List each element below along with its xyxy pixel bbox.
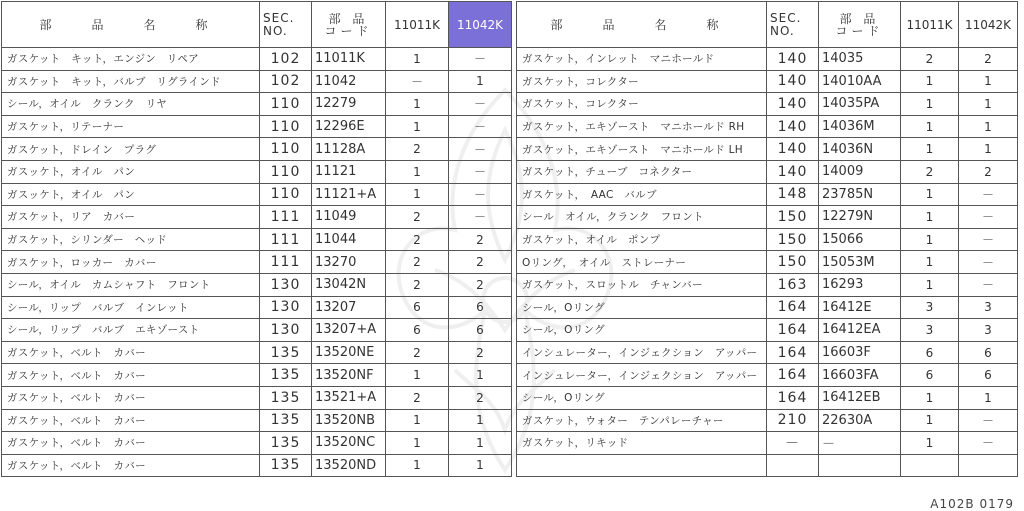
qty-11042k-cell: 1 (449, 454, 512, 477)
sec-no-cell: 130 (260, 319, 312, 342)
qty-11042k-cell: － (959, 432, 1018, 455)
table-row (2, 251, 1018, 274)
part-code-cell: 14010AA (819, 70, 901, 93)
part-name-cell: ガスケット，ベルト カバー (2, 454, 260, 477)
part-code-cell: 13270 (312, 251, 386, 274)
part-name-cell: ガスケット，リア カバー (2, 206, 260, 229)
part-name-cell: ガスケット，ベルト カバー (2, 432, 260, 455)
qty-11042k-cell: － (449, 138, 512, 161)
part-code-cell: 12279N (819, 206, 901, 229)
part-name-cell: Oリング， オイル ストレーナー (517, 251, 767, 274)
table-row (2, 319, 1018, 342)
part-code-cell: 14009 (819, 160, 901, 183)
part-name-cell (517, 454, 767, 477)
sec-no-cell: 140 (767, 160, 819, 183)
part-code-cell: 12296E (312, 115, 386, 138)
part-name-cell: インシュレーター，インジェクション アッパー (517, 341, 767, 364)
column-header-model-11011k: 11011K (901, 2, 959, 48)
qty-11042k-cell: － (449, 48, 512, 71)
qty-11011k-cell: 1 (386, 48, 449, 71)
qty-11042k-cell: 2 (449, 386, 512, 409)
qty-11042k-cell: 1 (959, 138, 1018, 161)
qty-11042k-cell: 6 (449, 296, 512, 319)
sec-no-cell: 163 (767, 273, 819, 296)
part-name-cell: ガスケット，エキゾースト マニホールド LH (517, 138, 767, 161)
qty-11042k-cell: 3 (959, 319, 1018, 342)
part-code-cell: 11121 (312, 160, 386, 183)
part-code-cell: － (819, 432, 901, 455)
part-code-cell: 14036M (819, 115, 901, 138)
part-name-cell: ガスケット，シリンダー ヘッド (2, 228, 260, 251)
sec-no-cell: 164 (767, 341, 819, 364)
qty-11042k-cell: 2 (959, 160, 1018, 183)
sec-no-cell: 135 (260, 386, 312, 409)
sec-no-cell: 135 (260, 341, 312, 364)
qty-11011k-cell: 1 (386, 454, 449, 477)
table-row (2, 48, 1018, 71)
sec-no-cell: 130 (260, 273, 312, 296)
qty-11011k-cell: 1 (901, 386, 959, 409)
column-header-model-11011k: 11011K (386, 2, 449, 48)
part-name-cell: ガスケット，ベルト カバー (2, 386, 260, 409)
table-row (2, 386, 1018, 409)
qty-11042k-cell: 2 (449, 228, 512, 251)
column-header-sec-no: SEC. NO. (260, 2, 312, 48)
qty-11042k-cell: 1 (959, 93, 1018, 116)
part-code-cell: 15066 (819, 228, 901, 251)
qty-11011k-cell: 1 (901, 70, 959, 93)
part-name-cell: ガスケット キット，エンジン リペア (2, 48, 260, 71)
qty-11042k-cell: 6 (959, 341, 1018, 364)
table-row (2, 432, 1018, 455)
part-code-cell (819, 454, 901, 477)
qty-11042k-cell: 1 (959, 115, 1018, 138)
part-name-cell: ガスケット，オイル ポンプ (517, 228, 767, 251)
part-name-cell: ガスケット，インレット マニホールド (517, 48, 767, 71)
sec-no-cell: 110 (260, 115, 312, 138)
sec-no-cell (767, 454, 819, 477)
qty-11011k-cell: 1 (901, 432, 959, 455)
sec-no-cell: 140 (767, 48, 819, 71)
sec-no-cell: 150 (767, 228, 819, 251)
part-code-cell: 13520NB (312, 409, 386, 432)
part-name-cell: シール オイル，クランク フロント (517, 206, 767, 229)
part-name-cell: ガスケット，ベルト カバー (2, 364, 260, 387)
part-code-cell: 22630A (819, 409, 901, 432)
qty-11042k-cell: 2 (959, 48, 1018, 71)
part-code-cell: 13042N (312, 273, 386, 296)
sec-no-cell: 210 (767, 409, 819, 432)
sec-no-cell: 110 (260, 93, 312, 116)
part-name-cell: ガスッケト，オイル パン (2, 183, 260, 206)
part-name-cell: ガスケット，リキッド (517, 432, 767, 455)
part-code-cell: 13520ND (312, 454, 386, 477)
qty-11042k-cell: 2 (449, 251, 512, 274)
part-name-cell: ガスケット，スロットル チャンバー (517, 273, 767, 296)
part-name-cell: ガスケット，チューブ コネクター (517, 160, 767, 183)
sec-no-cell: 102 (260, 70, 312, 93)
qty-11011k-cell: － (386, 70, 449, 93)
qty-11011k-cell: 2 (386, 228, 449, 251)
qty-11011k-cell: 1 (901, 183, 959, 206)
table-row (2, 160, 1018, 183)
part-code-cell: 23785N (819, 183, 901, 206)
column-header-part-name: 部 品 名 称 (517, 2, 767, 48)
sec-no-cell: 164 (767, 364, 819, 387)
sec-no-cell: 110 (260, 160, 312, 183)
part-code-cell: 16412EA (819, 319, 901, 342)
part-code-cell: 16412EB (819, 386, 901, 409)
sec-no-cell: 111 (260, 251, 312, 274)
qty-11042k-cell: － (449, 115, 512, 138)
part-name-cell: シール，オイル カムシャフト フロント (2, 273, 260, 296)
sec-no-cell: 140 (767, 70, 819, 93)
qty-11011k-cell: 1 (901, 409, 959, 432)
qty-11042k-cell: 6 (959, 364, 1018, 387)
qty-11011k-cell: 6 (386, 296, 449, 319)
sec-no-cell: 135 (260, 432, 312, 455)
part-name-cell: ガスケット，コレクター (517, 70, 767, 93)
qty-11011k-cell: 1 (901, 273, 959, 296)
column-header-part-name: 部 品 名 称 (2, 2, 260, 48)
table-row (2, 228, 1018, 251)
part-name-cell: シール，オイル クランク リヤ (2, 93, 260, 116)
table-row (2, 138, 1018, 161)
table-row (2, 341, 1018, 364)
qty-11011k-cell: 6 (386, 319, 449, 342)
qty-11011k-cell: 1 (386, 93, 449, 116)
table-row (2, 296, 1018, 319)
qty-11011k-cell: 2 (386, 138, 449, 161)
part-name-cell: ガスケット，エキゾースト マニホールド RH (517, 115, 767, 138)
qty-11042k-cell: 1 (449, 70, 512, 93)
sec-no-cell: 111 (260, 206, 312, 229)
parts-table (1, 1, 1018, 477)
sec-no-cell: 135 (260, 364, 312, 387)
column-header-model-11042k: 11042K (449, 2, 512, 48)
table-row (2, 409, 1018, 432)
column-header-model-11042k: 11042K (959, 2, 1018, 48)
sec-no-cell: 148 (767, 183, 819, 206)
part-name-cell: シール，Oリング (517, 296, 767, 319)
qty-11011k-cell: 1 (386, 364, 449, 387)
qty-11042k-cell: 1 (449, 432, 512, 455)
sec-no-cell: 110 (260, 183, 312, 206)
qty-11042k-cell: 3 (959, 296, 1018, 319)
sec-no-cell: 140 (767, 138, 819, 161)
qty-11042k-cell: 1 (959, 70, 1018, 93)
qty-11011k-cell: 1 (901, 206, 959, 229)
qty-11011k-cell: 1 (386, 115, 449, 138)
part-name-cell: シール，Oリング (517, 386, 767, 409)
part-code-cell: 11042 (312, 70, 386, 93)
sec-no-cell: － (767, 432, 819, 455)
part-code-cell: 13521+A (312, 386, 386, 409)
table-row (2, 206, 1018, 229)
qty-11011k-cell: 2 (386, 386, 449, 409)
qty-11011k-cell: 3 (901, 296, 959, 319)
qty-11011k-cell: 2 (386, 341, 449, 364)
part-code-cell: 16603FA (819, 364, 901, 387)
qty-11042k-cell: － (959, 409, 1018, 432)
column-header-part-code: 部 品 コード (819, 2, 901, 48)
table-row (2, 93, 1018, 116)
part-name-cell: ガスケット，コレクター (517, 93, 767, 116)
qty-11042k-cell: － (959, 206, 1018, 229)
part-name-cell: ガスケット，ロッカー カバー (2, 251, 260, 274)
part-name-cell: シール，リップ バルブ インレット (2, 296, 260, 319)
qty-11011k-cell: 1 (386, 183, 449, 206)
table-row (2, 70, 1018, 93)
qty-11042k-cell: 2 (449, 273, 512, 296)
part-name-cell: シール，Oリング (517, 319, 767, 342)
qty-11011k-cell: 1 (901, 115, 959, 138)
part-name-cell: ガスケット，ベルト カバー (2, 409, 260, 432)
qty-11042k-cell: － (449, 206, 512, 229)
part-code-cell: 16412E (819, 296, 901, 319)
qty-11011k-cell: 1 (901, 251, 959, 274)
part-name-cell: ガスケット，ドレイン プラグ (2, 138, 260, 161)
column-header-part-code: 部 品 コード (312, 2, 386, 48)
part-code-cell: 13207 (312, 296, 386, 319)
sec-no-cell: 135 (260, 454, 312, 477)
sec-no-cell: 102 (260, 48, 312, 71)
qty-11011k-cell: 1 (901, 93, 959, 116)
part-code-cell: 13520NF (312, 364, 386, 387)
qty-11042k-cell: 6 (449, 319, 512, 342)
qty-11011k-cell: 1 (386, 160, 449, 183)
part-name-cell: ガスケット，ベルト カバー (2, 341, 260, 364)
qty-11011k-cell (901, 454, 959, 477)
qty-11011k-cell: 2 (901, 160, 959, 183)
qty-11042k-cell: － (449, 93, 512, 116)
part-code-cell: 14036N (819, 138, 901, 161)
qty-11011k-cell: 1 (386, 409, 449, 432)
qty-11042k-cell: － (959, 251, 1018, 274)
qty-11011k-cell: 6 (901, 364, 959, 387)
part-code-cell: 11049 (312, 206, 386, 229)
part-code-cell: 12279 (312, 93, 386, 116)
part-code-cell: 13207+A (312, 319, 386, 342)
part-code-cell: 11044 (312, 228, 386, 251)
part-code-cell: 16293 (819, 273, 901, 296)
part-code-cell: 15053M (819, 251, 901, 274)
part-name-cell: ガスケット キット，バルブ リグラインド (2, 70, 260, 93)
part-code-cell: 13520NC (312, 432, 386, 455)
qty-11011k-cell: 2 (901, 48, 959, 71)
part-code-cell: 11121+A (312, 183, 386, 206)
sec-no-cell: 135 (260, 409, 312, 432)
qty-11042k-cell: 1 (959, 386, 1018, 409)
sec-no-cell: 130 (260, 296, 312, 319)
sec-no-cell: 150 (767, 206, 819, 229)
sec-no-cell: 164 (767, 319, 819, 342)
qty-11042k-cell: － (449, 183, 512, 206)
part-name-cell: ガスッケト，オイル パン (2, 160, 260, 183)
part-name-cell: ガスケット，ウォター テンパレーチャー (517, 409, 767, 432)
column-header-sec-no: SEC. NO. (767, 2, 819, 48)
table-row (2, 183, 1018, 206)
qty-11011k-cell: 2 (386, 273, 449, 296)
qty-11042k-cell (959, 454, 1018, 477)
sec-no-cell: 164 (767, 386, 819, 409)
part-code-cell: 14035PA (819, 93, 901, 116)
qty-11042k-cell: 1 (449, 364, 512, 387)
table-row (2, 115, 1018, 138)
sec-no-cell: 140 (767, 115, 819, 138)
header-row (2, 2, 1018, 48)
table-row (2, 454, 1018, 477)
qty-11042k-cell: － (959, 228, 1018, 251)
reference-number: A102B 0179 (930, 497, 1014, 511)
qty-11011k-cell: 1 (386, 432, 449, 455)
qty-11011k-cell: 2 (386, 206, 449, 229)
qty-11011k-cell: 6 (901, 341, 959, 364)
qty-11011k-cell: 1 (901, 228, 959, 251)
sec-no-cell: 150 (767, 251, 819, 274)
sec-no-cell: 140 (767, 93, 819, 116)
part-code-cell: 11128A (312, 138, 386, 161)
part-name-cell: インシュレーター，インジェクション アッパー (517, 364, 767, 387)
table-row (2, 364, 1018, 387)
sec-no-cell: 110 (260, 138, 312, 161)
qty-11042k-cell: － (959, 183, 1018, 206)
part-name-cell: ガスケット， AAC バルブ (517, 183, 767, 206)
part-name-cell: ガスケット，リテーナー (2, 115, 260, 138)
qty-11011k-cell: 2 (386, 251, 449, 274)
part-name-cell: シール，リップ バルブ エキゾースト (2, 319, 260, 342)
sec-no-cell: 111 (260, 228, 312, 251)
qty-11011k-cell: 3 (901, 319, 959, 342)
part-code-cell: 14035 (819, 48, 901, 71)
qty-11042k-cell: 2 (449, 341, 512, 364)
part-code-cell: 11011K (312, 48, 386, 71)
part-code-cell: 13520NE (312, 341, 386, 364)
table-row (2, 273, 1018, 296)
part-code-cell: 16603F (819, 341, 901, 364)
qty-11042k-cell: － (959, 273, 1018, 296)
sec-no-cell: 164 (767, 296, 819, 319)
qty-11042k-cell: － (449, 160, 512, 183)
qty-11011k-cell: 1 (901, 138, 959, 161)
qty-11042k-cell: 1 (449, 409, 512, 432)
